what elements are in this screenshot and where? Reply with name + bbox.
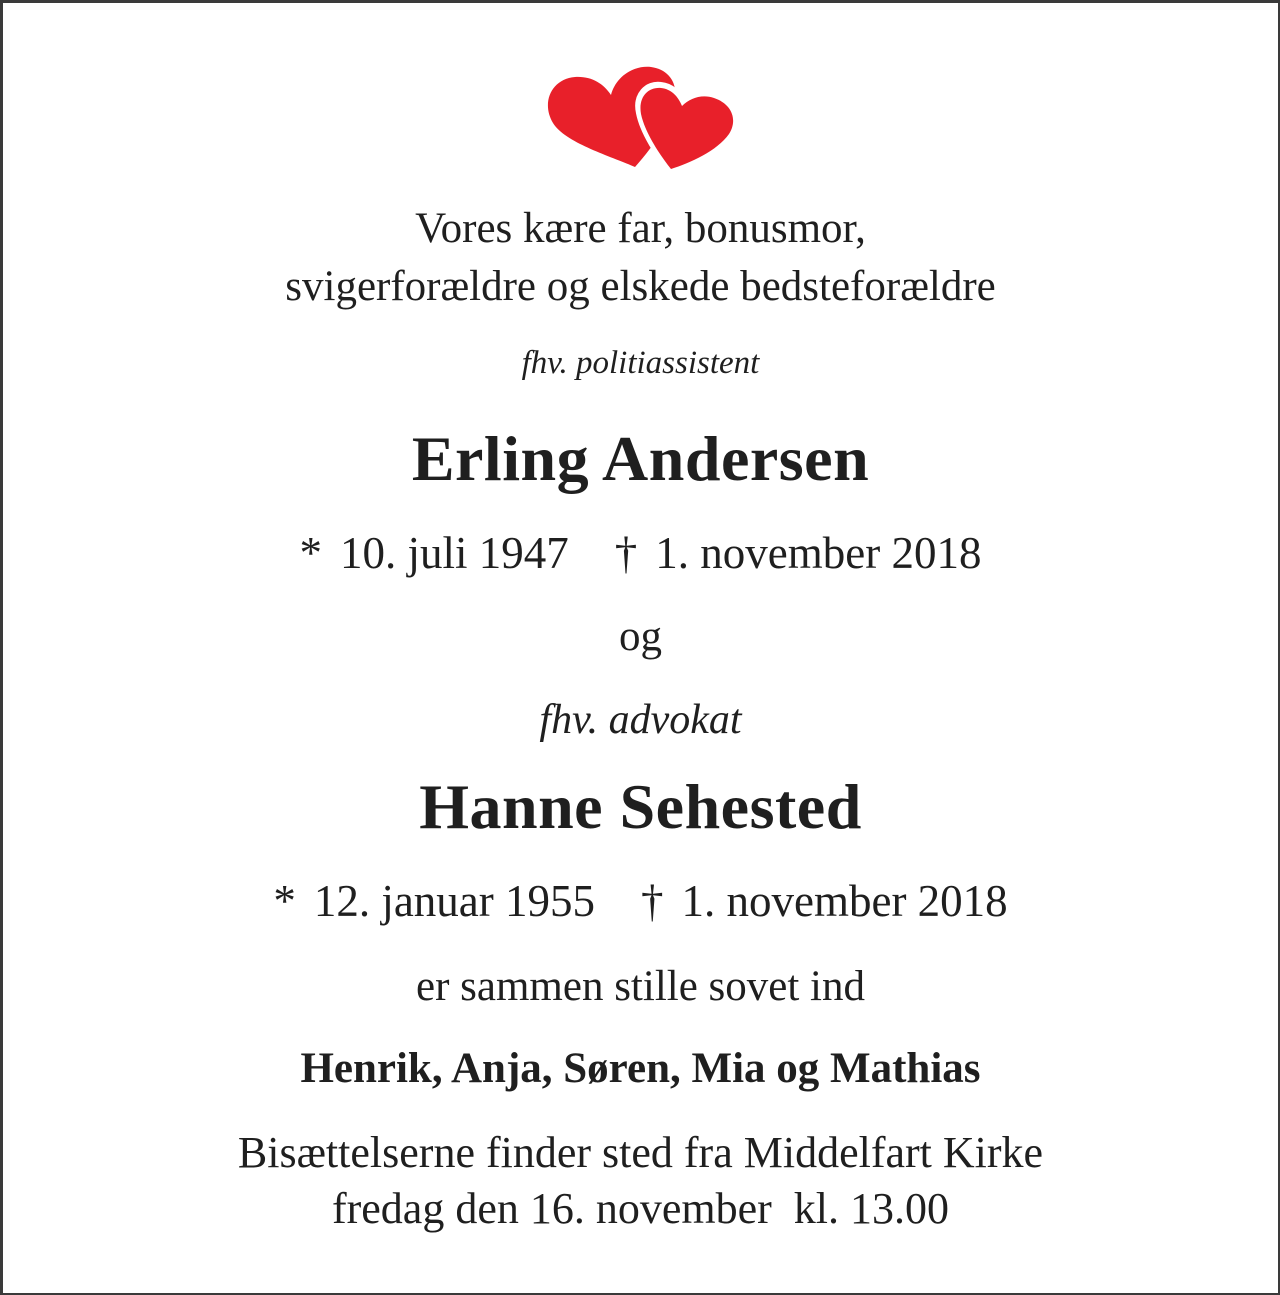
intro-line-2: svigerforældre og elskede bedsteforældre <box>285 263 996 310</box>
person1-name: Erling Andersen <box>411 423 870 494</box>
person1-died: 1. november 2018 <box>655 528 982 578</box>
person2-dates <box>3 876 1278 926</box>
funeral-line-2: fredag den 16. november kl. 13.00 <box>331 1184 950 1233</box>
birth-star-icon: * <box>273 876 296 926</box>
person1-born: 10. juli 1947 <box>340 528 569 578</box>
passing-text: er sammen stille sovet ind <box>415 963 866 1010</box>
birth-star-icon: * <box>299 528 323 578</box>
funeral-line-1: Bisættelserne finder sted fra Middelfart Kirke <box>237 1128 1044 1177</box>
person2-died: 1. november 2018 <box>681 876 1008 926</box>
family-names: Henrik, Anja, Søren, Mia og Mathias <box>300 1045 981 1092</box>
person1-dates <box>3 528 1278 578</box>
dagger-icon: † <box>614 528 638 578</box>
person2-born: 12. januar 1955 <box>313 876 595 926</box>
intro-line-1: Vores kære far, bonusmor, <box>415 205 866 252</box>
dagger-icon: † <box>641 876 664 926</box>
conjunction: og <box>619 613 662 660</box>
person2-title: fhv. advokat <box>539 697 742 743</box>
person1-title: fhv. politiassistent <box>521 345 760 381</box>
person2-name: Hanne Sehested <box>419 771 862 842</box>
two-hearts-icon <box>543 61 743 173</box>
